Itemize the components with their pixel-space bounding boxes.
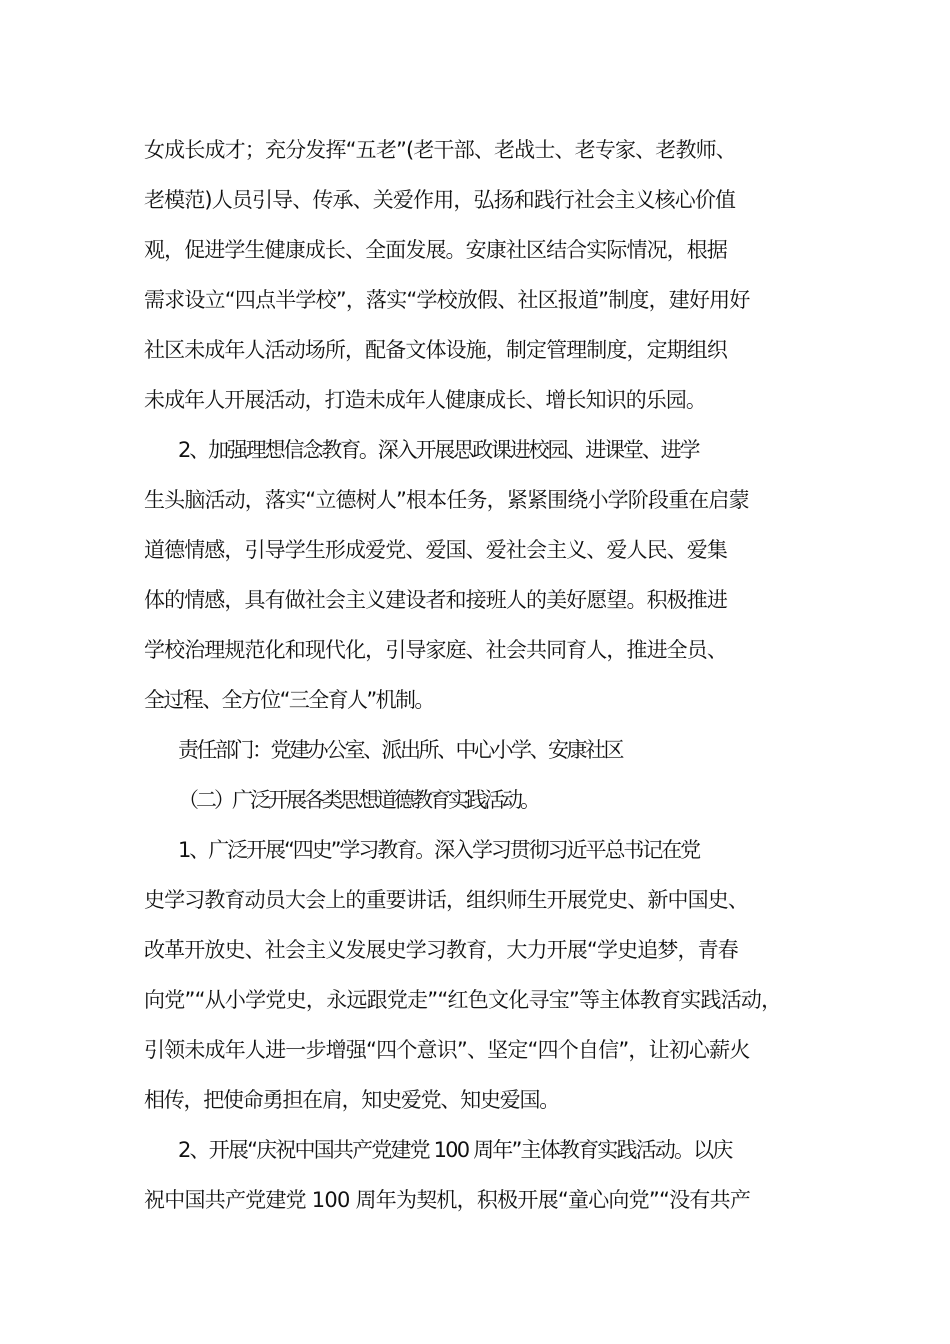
text-line: 女成长成才；充分发挥“五老”(老干部、老战士、老专家、老教师、 bbox=[144, 138, 736, 162]
paragraph-first-line: 2、开展“庆祝中国共产党建党 100 周年”主体教育实践活动。以庆 bbox=[178, 1138, 732, 1162]
text-line: 观，促进学生健康成长、全面发展。安康社区结合实际情况，根据 bbox=[144, 238, 727, 262]
text-line: 老模范)人员引导、传承、关爱作用，弘扬和践行社会主义核心价值 bbox=[144, 188, 736, 212]
text-line: 未成年人开展活动，打造未成年人健康成长、增长知识的乐园。 bbox=[144, 388, 706, 412]
text-line: 相传，把使命勇担在肩，知史爱党、知史爱国。 bbox=[144, 1088, 559, 1112]
text-line: 体的情感，具有做社会主义建设者和接班人的美好愿望。积极推进 bbox=[144, 588, 727, 612]
text-line: 改革开放史、社会主义发展史学习教育，大力开展“学史追梦，青春 bbox=[144, 938, 738, 962]
text-line: 生头脑活动，落实“立德树人”根本任务，紧紧围绕小学阶段重在启蒙 bbox=[144, 488, 749, 512]
section-heading: （二）广泛开展各类思想道德教育实践活动。 bbox=[178, 788, 538, 812]
text-line: 社区未成年人活动场所，配备文体设施，制定管理制度，定期组织 bbox=[144, 338, 727, 362]
text-line: 道德情感，引导学生形成爱党、爱国、爱社会主义、爱人民、爱集 bbox=[144, 538, 727, 562]
paragraph-first-line: 1、广泛开展“四史”学习教育。深入学习贯彻习近平总书记在党 bbox=[178, 838, 700, 862]
text-line: 引领未成年人进一步增强“四个意识”、坚定“四个自信”，让初心薪火 bbox=[144, 1038, 750, 1062]
text-line: 需求设立“四点半学校”，落实“学校放假、社区报道”制度，建好用好 bbox=[144, 288, 750, 312]
text-line: 史学习教育动员大会上的重要讲话，组织师生开展党史、新中国史、 bbox=[144, 888, 748, 912]
paragraph-first-line: 2、加强理想信念教育。深入开展思政课进校园、进课堂、进学 bbox=[178, 438, 699, 462]
text-line: 全过程、全方位“三全育人”机制。 bbox=[144, 688, 434, 712]
responsible-departments: 责任部门：党建办公室、派出所、中心小学、安康社区 bbox=[178, 738, 622, 762]
text-line: 学校治理规范化和现代化，引导家庭、社会共同育人，推进全员、 bbox=[144, 638, 727, 662]
text-line: 向党”“从小学党史，永远跟党走”“红色文化寻宝”等主体教育实践活动， bbox=[144, 988, 782, 1012]
text-line: 祝中国共产党建党 100 周年为契机，积极开展“童心向党”“没有共产 bbox=[144, 1188, 751, 1212]
